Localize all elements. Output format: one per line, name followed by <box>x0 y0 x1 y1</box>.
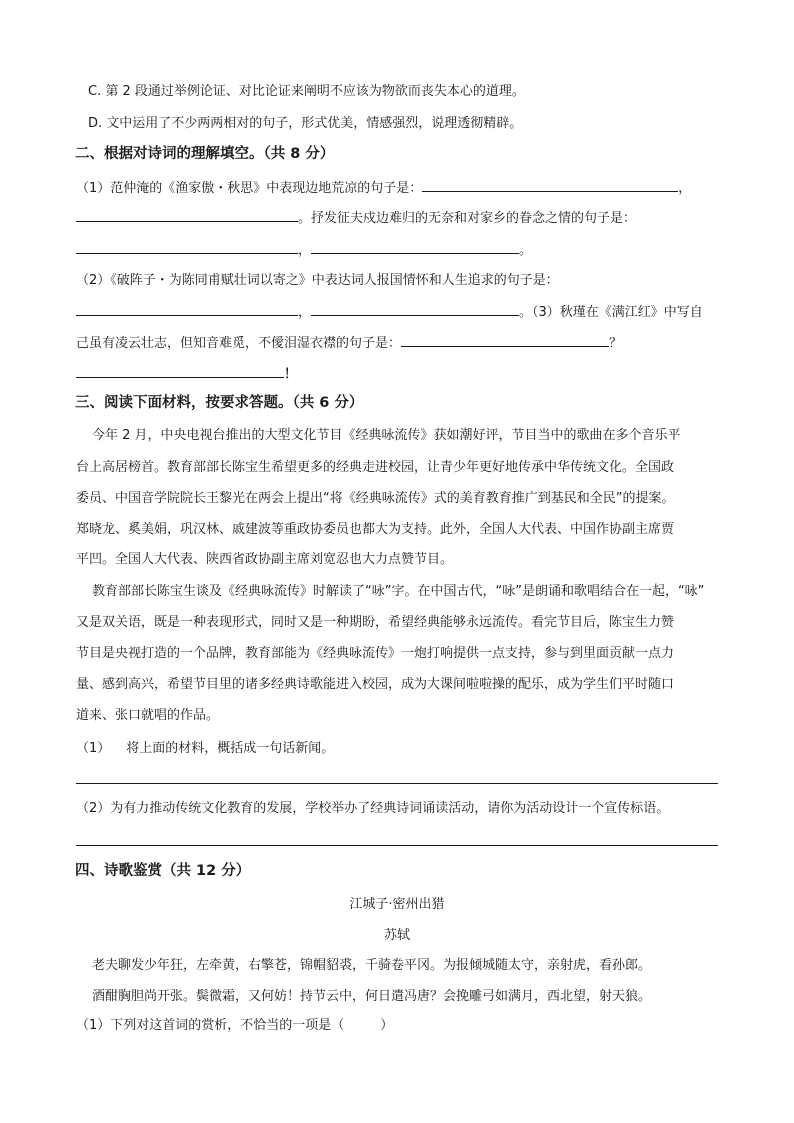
question-mark: ？ <box>609 336 623 351</box>
s2-q1-line2 <box>76 208 636 228</box>
answer-blank[interactable] <box>76 240 298 254</box>
s3-q2: （2）为有力推动传统文化教育的发展，学校举办了经典诗词诵读活动，请你为活动设计一个宣传标语。 <box>76 801 670 816</box>
s2-q3-cont: 己虽有凌云壮志，但知音难觅，不僾泪湿衣襟的句子是： <box>76 336 402 351</box>
s3-q1 <box>76 740 334 758</box>
s2-q1-line3 <box>76 240 532 260</box>
s2-q2-prefix: （2）《破阵子・为陈同甫赋壮词以寄之》中表达词人报国情怀和人生追求的句子是： <box>76 273 559 288</box>
paragraph-line: 委员、中国音学院院长王黎光在两会上提出“将《经典咏流传》式的美育教育推广到基民和全民”的提案。 <box>76 491 675 506</box>
paragraph-line: 郑晓龙、奚美娟，巩汉林、戚建波等重政协委员也都大为支持。此外，全国人大代表、中国作协副主席贾 <box>76 522 675 537</box>
s2-q1-prefix: （1）范仲淹的《渔家傲・秋思》中表现边地荒凉的句子是： <box>76 181 423 196</box>
paragraph-line: 教育部部长陈宝生谈及《经典咏流传》时解读了“咏”字。在中国古代，“咏”是朗诵和歌唱结合在一起，“咏” <box>92 584 705 599</box>
comma: ， <box>298 243 312 258</box>
paragraph-line: 又是双关语，既是一种表现形式，同时又是一种期盼，希望经典能够永远流传。看完节目后，陈宝生力赞 <box>76 615 675 630</box>
answer-blank[interactable] <box>76 208 298 222</box>
comma: ， <box>298 305 312 320</box>
poem-title: 江城子·密州出猎 <box>349 897 445 912</box>
option-d: D. 文中运用了不少两两相对的句子，形式优美，情感强烈，说理透彻精辟。 <box>88 116 523 131</box>
s2-q1-mid: 。抒发征夫戍边难归的无奈和对家乡的眷念之情的句子是： <box>298 211 637 226</box>
option-c: C. 第 2 段通过举例论证、对比论证来阐明不应该为物欲而丧失本心的道理。 <box>88 84 525 99</box>
s3-q1-text: 将上面的材料，概括成一句话新闻。 <box>126 741 335 756</box>
s2-q3-line3 <box>76 364 297 384</box>
section4-heading: 四、诗歌鉴赏（共 12 分） <box>75 863 251 879</box>
poem-author: 苏轼 <box>383 928 410 943</box>
comma: ， <box>678 181 692 196</box>
poem-line: 老夫聊发少年狂，左牵黄，右擎苍，锦帽貂裘，千骑卷平冈。为报倾城随太守，亲射虎，看孙郎。 <box>92 958 652 973</box>
exclaim: ！ <box>284 367 298 382</box>
answer-line[interactable] <box>76 783 718 784</box>
s2-q3-line2 <box>76 333 622 353</box>
answer-line[interactable] <box>76 845 718 846</box>
answer-blank[interactable] <box>311 240 519 254</box>
paragraph-line: 量、感到高兴，希望节目里的诸多经典诗歌能进入校园，成为大课间啦啦操的配乐，成为学生们平时随口 <box>76 677 675 692</box>
paragraph-line: 平凹。全国人大代表、陕西省政协副主席刘宽忍也大力点赞节目。 <box>76 552 454 567</box>
s4-q1 <box>76 1017 393 1035</box>
paragraph-line: 节目是央视打造的一个品牌，教育部能为《经典咏流传》一炮打响提供一点支持，参与到里面贡献一点力 <box>76 646 675 661</box>
s4-q1-text: （1）下列对这首词的赏析，不恰当的一项是（ <box>76 1018 345 1033</box>
answer-blank[interactable] <box>422 178 678 192</box>
close-paren: ） <box>380 1018 394 1033</box>
poem-line: 酒酣胸胆尚开张。鬓微霜，又何妨！持节云中，何日遣冯唐？会挽雕弓如满月，西北望，射天狼。 <box>92 989 652 1004</box>
s2-q1-line1 <box>76 178 691 198</box>
answer-blank[interactable] <box>311 302 519 316</box>
answer-blank[interactable] <box>401 333 609 347</box>
period: 。 <box>519 243 533 258</box>
s2-q3-text: 。（3）秋瑾在《满江红》中写自 <box>519 305 703 320</box>
answer-blank[interactable] <box>76 364 284 378</box>
section2-heading: 二、根据对诗词的理解填空。（共 8 分） <box>75 146 335 162</box>
paragraph-line: 今年 2 月，中央电视台推出的大型文化节目《经典咏流传》获如潮好评，节目当中的歌曲在多个音乐平 <box>92 428 681 443</box>
section3-heading: 三、阅读下面材料，按要求答题。（共 6 分） <box>75 395 364 411</box>
paragraph-line: 台上高居榜首。教育部部长陈宝生希望更多的经典走进校园，让青少年更好地传承中华传统文化。全国政 <box>76 460 675 475</box>
paragraph-line: 道来、张口就唱的作品。 <box>76 708 220 723</box>
s3-q1-num: （1） <box>76 741 111 756</box>
s2-q2-line2 <box>76 302 703 322</box>
answer-blank[interactable] <box>76 302 298 316</box>
